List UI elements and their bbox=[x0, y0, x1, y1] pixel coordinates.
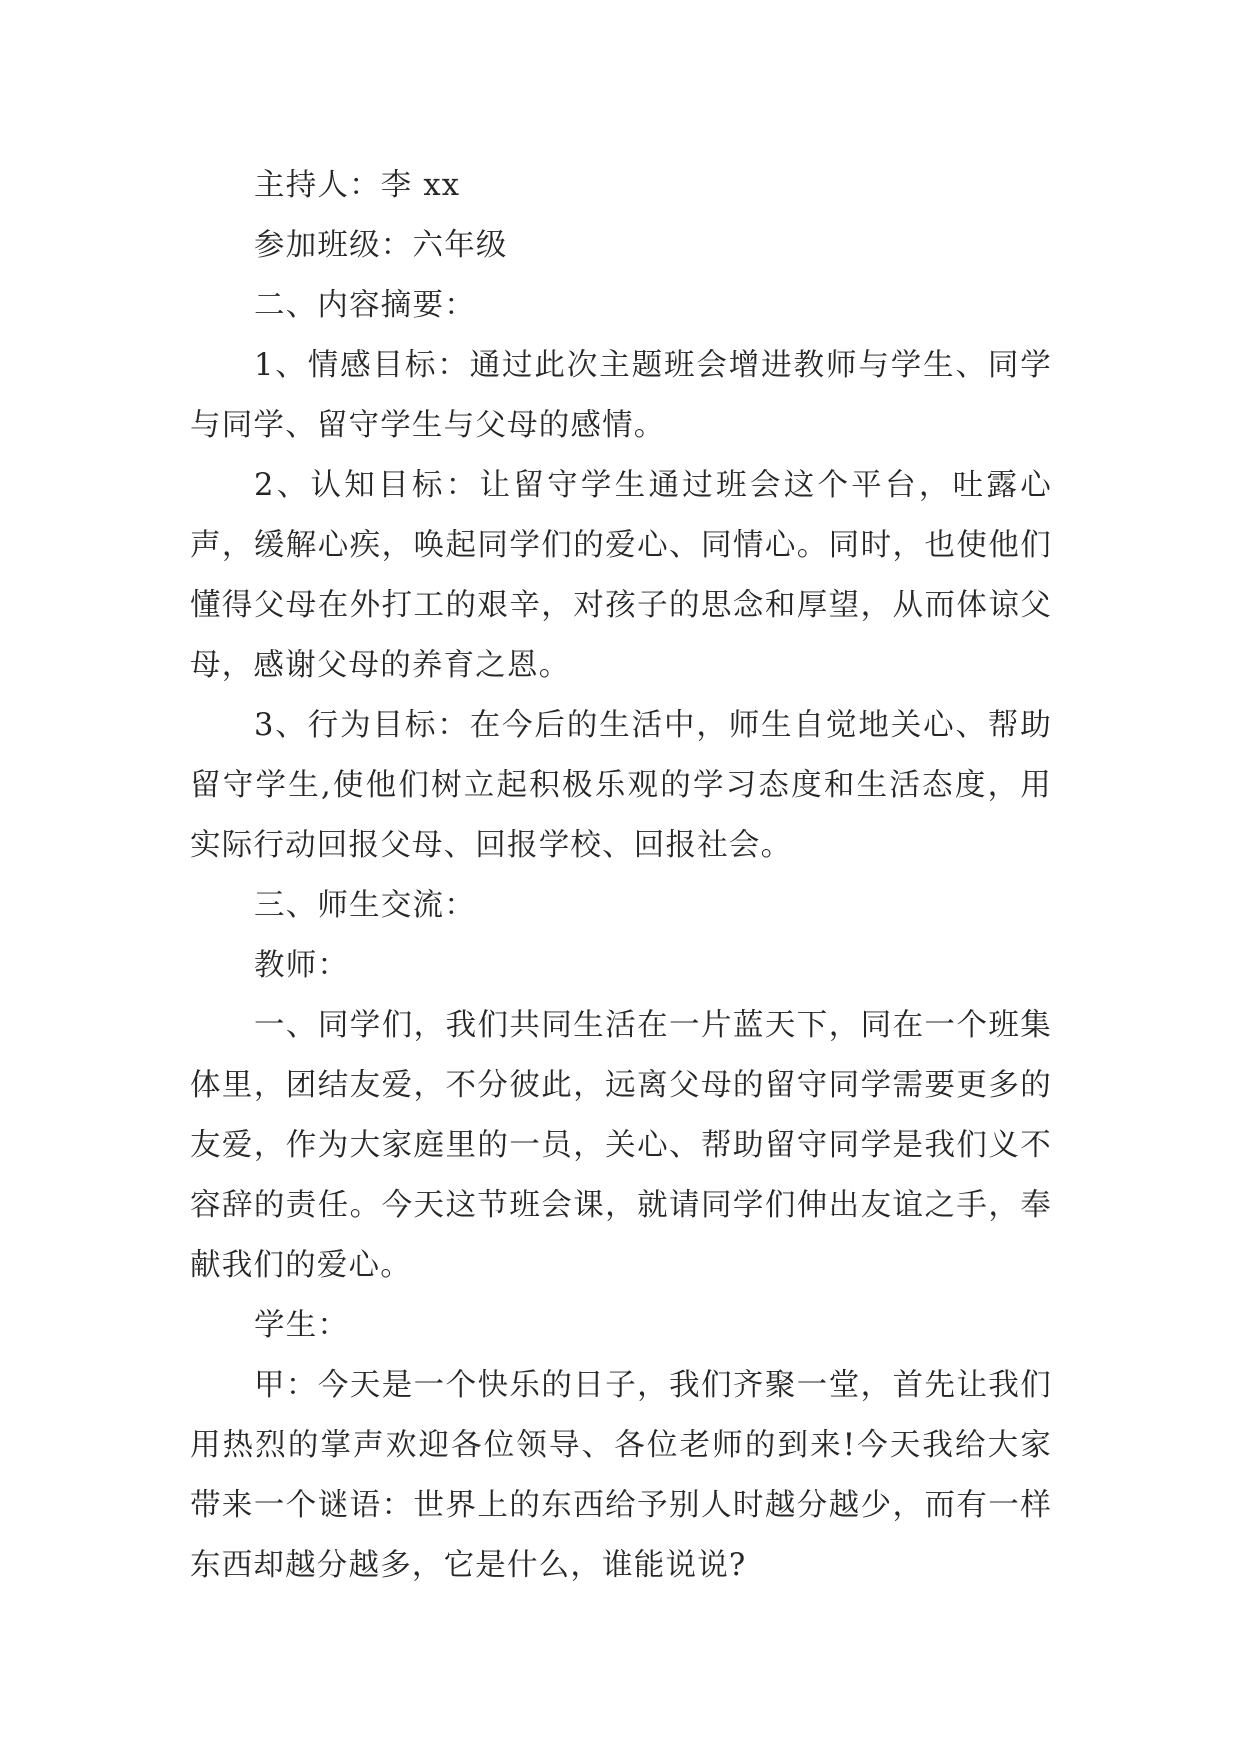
goal-behavioral: 3、行为目标：在今后的生活中，师生自觉地关心、帮助留守学生,使他们树立起积极乐观的学习态度和生活态度，用实际行动回报父母、回报学校、回报社会。 bbox=[190, 708, 1052, 863]
speaker-students: 学生： bbox=[254, 1308, 350, 1343]
class-line: 参加班级：六年级 bbox=[254, 228, 508, 263]
speaker-teacher: 教师： bbox=[254, 948, 350, 983]
section-heading-exchange: 三、师生交流： bbox=[254, 888, 476, 923]
student-a-speech: 甲：今天是一个快乐的日子，我们齐聚一堂，首先让我们用热烈的掌声欢迎各位领导、各位老师的到来!今天我给大家带来一个谜语：世界上的东西给予别人时越分越少，而有一样东西却越分越多，它是什么，谁能说说? bbox=[190, 1368, 1052, 1583]
host-line: 主持人：李 xx bbox=[254, 168, 461, 203]
goal-cognitive: 2、认知目标：让留守学生通过班会这个平台，吐露心声，缓解心疾，唤起同学们的爱心、同情心。同时，也使他们懂得父母在外打工的艰辛，对孩子的思念和厚望，从而体谅父母，感谢父母的养育之恩。 bbox=[190, 468, 1052, 683]
goal-emotional: 1、情感目标：通过此次主题班会增进教师与学生、同学与同学、留守学生与父母的感情。 bbox=[190, 348, 1052, 443]
document-body bbox=[190, 156, 1052, 1596]
teacher-speech: 一、同学们，我们共同生活在一片蓝天下，同在一个班集体里，团结友爱，不分彼此，远离父母的留守同学需要更多的友爱，作为大家庭里的一员，关心、帮助留守同学是我们义不容辞的责任。今天这节班会课，就请同学们伸出友谊之手，奉献我们的爱心。 bbox=[190, 1008, 1052, 1283]
section-heading-summary: 二、内容摘要： bbox=[254, 288, 476, 323]
